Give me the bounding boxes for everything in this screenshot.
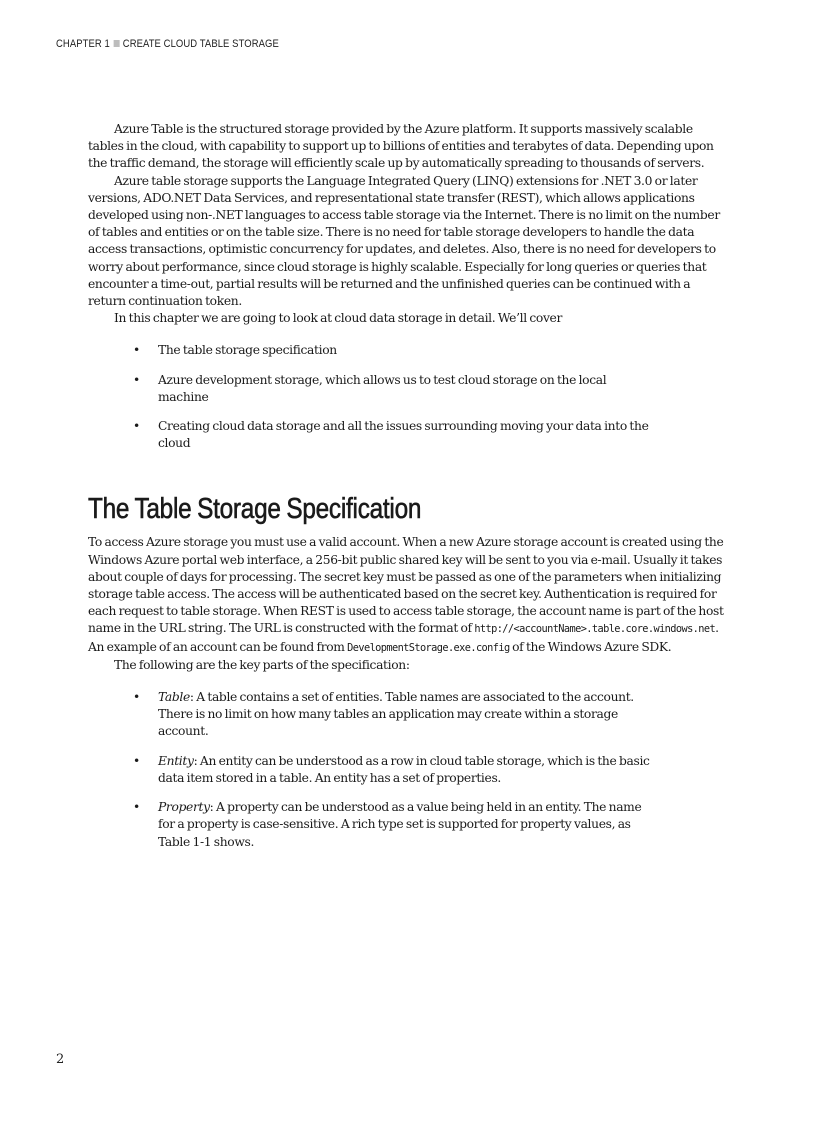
list-item-text: Azure development storage, which allows us to test cloud storage on the local machine: [158, 372, 607, 404]
section-paragraph-2: The following are the key parts of the specification:: [114, 657, 410, 672]
list-item-text: : A property can be understood as a value being held in an entity. The name for a property is case-sensitive. A rich type set is supported for property values, as Table 1-1 shows.: [158, 800, 642, 849]
running-head-title: CREATE CLOUD TABLE STORAGE: [122, 38, 279, 50]
list-item-text: Creating cloud data storage and all the issues surrounding moving your data into the cloud: [158, 419, 649, 451]
separator-square-icon: [113, 40, 119, 47]
intro-bullet-list: [88, 342, 730, 452]
config-file-code: DevelopmentStorage.exe.config: [347, 641, 510, 654]
list-item: [88, 342, 730, 359]
section-paragraph-1: [88, 534, 730, 656]
intro-paragraph-3: In this chapter we are going to look at cloud data storage in detail. We’ll cover: [114, 311, 563, 326]
list-item-text: : A table contains a set of entities. Table names are associated to the account. There is no limit on how many tables an application may create within a storage account.: [158, 690, 634, 739]
section-heading: The Table Storage Specification: [88, 493, 422, 526]
running-head: [56, 38, 279, 50]
list-item: [88, 753, 730, 787]
list-item: [88, 799, 730, 851]
intro-paragraph-1: Azure Table is the structured storage provided by the Azure platform. It supports massively scalable tables in the cloud, with capability to support up to billions of entities and terabytes of data. Depending upon the traffic demand, the storage will efficiently scale up by automatically spreading to thousands of servers.: [88, 122, 714, 171]
bullet-icon: •: [133, 419, 140, 434]
bullet-icon: •: [133, 690, 140, 705]
section-paragraph-1-text-end: of the Windows Azure SDK.: [512, 639, 672, 654]
list-item-text: : An entity can be understood as a row in cloud table storage, which is the basic data item stored in a table. An entity has a set of properties.: [158, 753, 650, 785]
list-item: [88, 418, 730, 452]
list-item: [88, 372, 730, 406]
bullet-icon: •: [133, 372, 140, 387]
spec-bullet-list: [88, 689, 730, 851]
intro-paragraph-2: Azure table storage supports the Language Integrated Query (LINQ) extensions for .NET 3.0 or later versions, ADO.NET Data Services, and representational state transfer (REST), which allows applications developed using non-.NET languages to access table storage via the Internet. There is no limit on the number of tables and entities or on the table size. There is no need for table storage developers to handle the data access transactions, optimistic concurrency for updates, and deletes. Also, there is no need for developers to worry about performance, since cloud storage is highly scalable. Especially for long queries or queries that encounter a time-out, partial results will be returned and the unfinished queries can be continued with a return continuation token.: [88, 173, 720, 309]
list-item-term: Entity: [158, 753, 194, 768]
bullet-icon: •: [133, 800, 140, 815]
section-paragraph-1-text: To access Azure storage you must use a valid account. When a new Azure storage account is created using the Windows Azure portal web interface, a 256-bit public shared key will be sent to you via e-mail. Usually it takes about couple of days for processing. The secret key must be passed as one of the parameters when initializing storage table access. The access will be authenticated based on the secret key. Authentication is required for each request to table storage. When REST is used to access table storage, the account name is part of the host name in the URL string. The URL is constructed with the format of: [88, 535, 724, 636]
url-format-code: http://<accountName>.table.core.windows.net: [474, 623, 716, 636]
section-paragraph-1-text-mid: . An example of an account can be found from: [88, 621, 719, 654]
body-text: [88, 121, 730, 867]
running-head-chapter: CHAPTER 1: [56, 38, 110, 50]
bullet-icon: •: [133, 753, 140, 768]
list-item-text: The table storage specification: [158, 343, 337, 358]
list-item-term: Property: [158, 800, 210, 815]
page-number: 2: [56, 1052, 65, 1067]
bullet-icon: •: [133, 343, 140, 358]
list-item-term: Table: [158, 690, 190, 705]
list-item: [88, 689, 730, 741]
